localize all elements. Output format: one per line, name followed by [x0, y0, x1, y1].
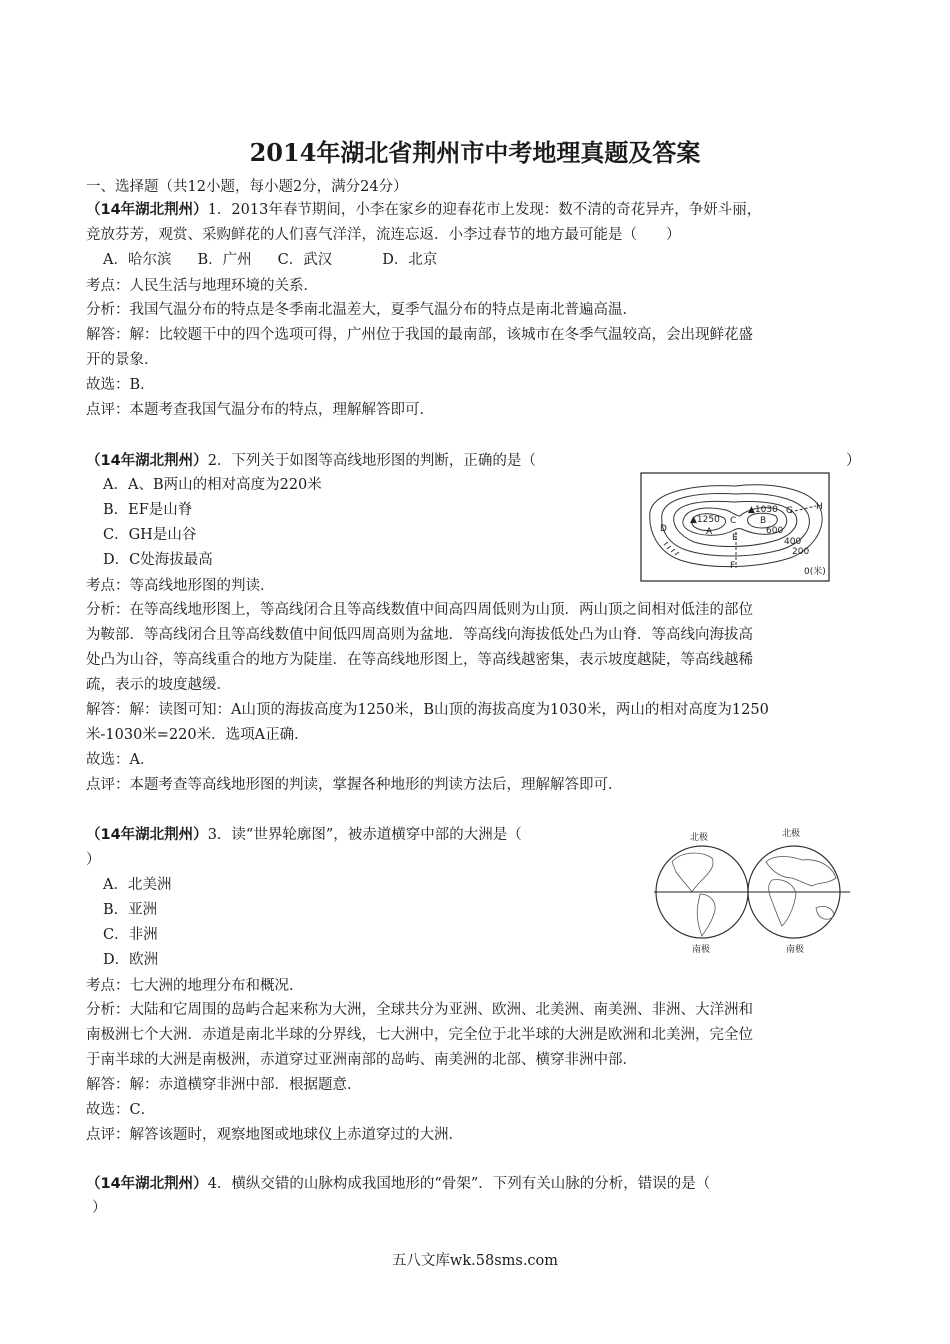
point-e: E — [732, 533, 738, 543]
q1-option-b: B．广州 — [197, 252, 252, 268]
contour-label-0: 0(米) — [804, 567, 826, 577]
q1-option-c: C．武汉 — [277, 252, 333, 268]
q2-jieda-line1: 解答：解：读图可知：A山顶的海拔高度为1250米，B山顶的海拔高度为1030米，两山的相对高度为1250 — [86, 702, 769, 718]
q4-stem-text: 4．横纵交错的山脉构成我国地形的“骨架”．下列有关山脉的分析，错误的是（ — [207, 1176, 711, 1192]
page-footer: 五八文库wk.58sms.com — [391, 1253, 559, 1269]
q1-jieda-line1: 解答：解：比较题干中的四个选项可得，广州位于我国的最南部，该城市在冬季气温较高，会出现鲜花盛 — [86, 327, 753, 343]
q1-stem-text: 1．2013年春节期间，小李在家乡的迎春花市上发现：数不清的奇花异卉，争妍斗丽， — [207, 202, 762, 218]
q2-close-paren: ） — [846, 453, 861, 469]
north-pole-label-right: 北极 — [782, 829, 801, 839]
q4-stem — [86, 1174, 710, 1194]
north-pole-label-left: 北极 — [690, 833, 709, 843]
point-f: F — [730, 561, 736, 571]
peak-b-label: ▲1030 — [748, 505, 778, 515]
q1-jieda-line2: 开的景象． — [86, 352, 159, 368]
q2-option-d: D．C处海拔最高 — [103, 552, 213, 568]
q3-fenxi-line1: 分析：大陆和它周围的岛屿合起来称为大洲，全球共分为亚洲、欧洲、北美洲、南美洲、非洲、大洋洲和 — [86, 1002, 753, 1018]
q1-option-a: A．哈尔滨 — [103, 252, 172, 268]
q1-stem-line1 — [86, 200, 761, 220]
q3-fenxi-line2: 南极洲七个大洲．赤道是南北半球的分界线，七大洲中，完全位于北半球的大洲是欧洲和北美洲，完全位 — [86, 1027, 753, 1043]
q3-stem-text: 3．读“世界轮廓图”，被赤道横穿中部的大洲是（ — [207, 827, 522, 843]
contour-label-400: 400 — [784, 537, 802, 547]
q3-option-c: C．非洲 — [103, 927, 158, 943]
q1-comment: 点评：本题考查我国气温分布的特点，理解解答即可． — [86, 402, 434, 418]
point-d: D — [660, 524, 667, 534]
q3-jieda: 解答：解：赤道横穿非洲中部．根据题意． — [86, 1077, 362, 1093]
q2-fenxi-line3: 处凸为山谷，等高线重合的地方为陡崖．在等高线地形图上，等高线越密集，表示坡度越陡，等高线越稀 — [86, 652, 753, 668]
point-h: H — [816, 502, 823, 512]
oceania-outline — [816, 906, 834, 919]
q4-close-paren: ） — [92, 1200, 107, 1216]
q2-fenxi-line4: 疏，表示的坡度越缓． — [86, 677, 231, 693]
q1-kaodian: 考点：人民生活与地理环境的关系． — [86, 278, 318, 294]
contour-map-figure — [640, 472, 832, 584]
q1-option-d: D．北京 — [382, 252, 438, 268]
cliff-marks — [664, 542, 679, 555]
q1-stem-line2: 竞放芬芳，观赏、采购鲜花的人们喜气洋洋，流连忘返．小李过春节的地方最可能是（ ） — [86, 227, 681, 243]
q2-answer: 故选：A． — [86, 752, 155, 768]
north-america-outline — [672, 853, 713, 892]
point-c: C — [730, 516, 737, 526]
q2-fenxi-line2: 为鞍部．等高线闭合且等高线数值中间低四周高则为盆地．等高线向海拔低处凸为山脊．等高线向海拔高 — [86, 627, 753, 643]
q2-kaodian: 考点：等高线地形图的判读． — [86, 578, 275, 594]
q2-jieda-line2: 米-1030米=220米．选项A正确． — [86, 727, 309, 743]
q2-fenxi-line1: 分析：在等高线地形图上，等高线闭合且等高线数值中间高四周低则为山顶．两山顶之间相对低洼的部位 — [86, 602, 753, 618]
q3-option-d: D．欧洲 — [103, 952, 159, 968]
q3-source-tag: （14年湖北荆州） — [86, 827, 208, 843]
q2-option-b: B．EF是山脊 — [103, 502, 193, 518]
south-pole-label-right: 南极 — [786, 945, 805, 955]
q1-source-tag: （14年湖北荆州） — [86, 202, 208, 218]
peak-a-label: ▲1250 — [690, 515, 720, 525]
q3-option-a: A．北美洲 — [103, 877, 172, 893]
south-america-outline — [697, 894, 715, 936]
q1-fenxi: 分析：我国气温分布的特点是冬季南北温差大，夏季气温分布的特点是南北普遍高温． — [86, 302, 637, 318]
q2-stem-text: 2．下列关于如图等高线地形图的判断，正确的是（ — [207, 453, 536, 469]
section-heading: 一、选择题（共12小题，每小题2分，满分24分） — [86, 179, 408, 195]
q2-stem — [86, 451, 536, 471]
contour-label-200: 200 — [792, 547, 810, 557]
page-title: 2014年湖北省荆州市中考地理真题及答案 — [249, 138, 701, 167]
contour-label-600: 600 — [766, 526, 784, 536]
q2-option-a: A．A、B两山的相对高度为220米 — [103, 477, 322, 493]
q3-close-paren: ） — [86, 852, 101, 868]
q2-comment: 点评：本题考查等高线地形图的判读，掌握各种地形的判读方法后，理解解答即可． — [86, 777, 623, 793]
q3-fenxi-line3: 于南半球的大洲是南极洲，赤道穿过亚洲南部的岛屿、南美洲的北部、横穿非洲中部． — [86, 1052, 637, 1068]
point-a: A — [706, 527, 713, 537]
q3-kaodian: 考点：七大洲的地理分布和概况． — [86, 978, 304, 994]
q3-stem — [86, 825, 522, 845]
q2-option-c: C．GH是山谷 — [103, 527, 197, 543]
point-b: B — [760, 516, 767, 526]
world-outline-figure — [652, 822, 852, 958]
q3-answer: 故选：C． — [86, 1102, 156, 1118]
q2-source-tag: （14年湖北荆州） — [86, 453, 208, 469]
point-g: G — [786, 506, 793, 516]
q1-answer: 故选：B． — [86, 377, 155, 393]
q3-comment: 点评：解答该题时，观察地图或地球仪上赤道穿过的大洲． — [86, 1127, 463, 1143]
africa-outline — [769, 880, 796, 926]
q1-options — [103, 250, 437, 270]
eurasia-outline — [766, 857, 836, 887]
q4-source-tag: （14年湖北荆州） — [86, 1176, 208, 1192]
q3-option-b: B．亚洲 — [103, 902, 158, 918]
south-pole-label-left: 南极 — [692, 945, 711, 955]
